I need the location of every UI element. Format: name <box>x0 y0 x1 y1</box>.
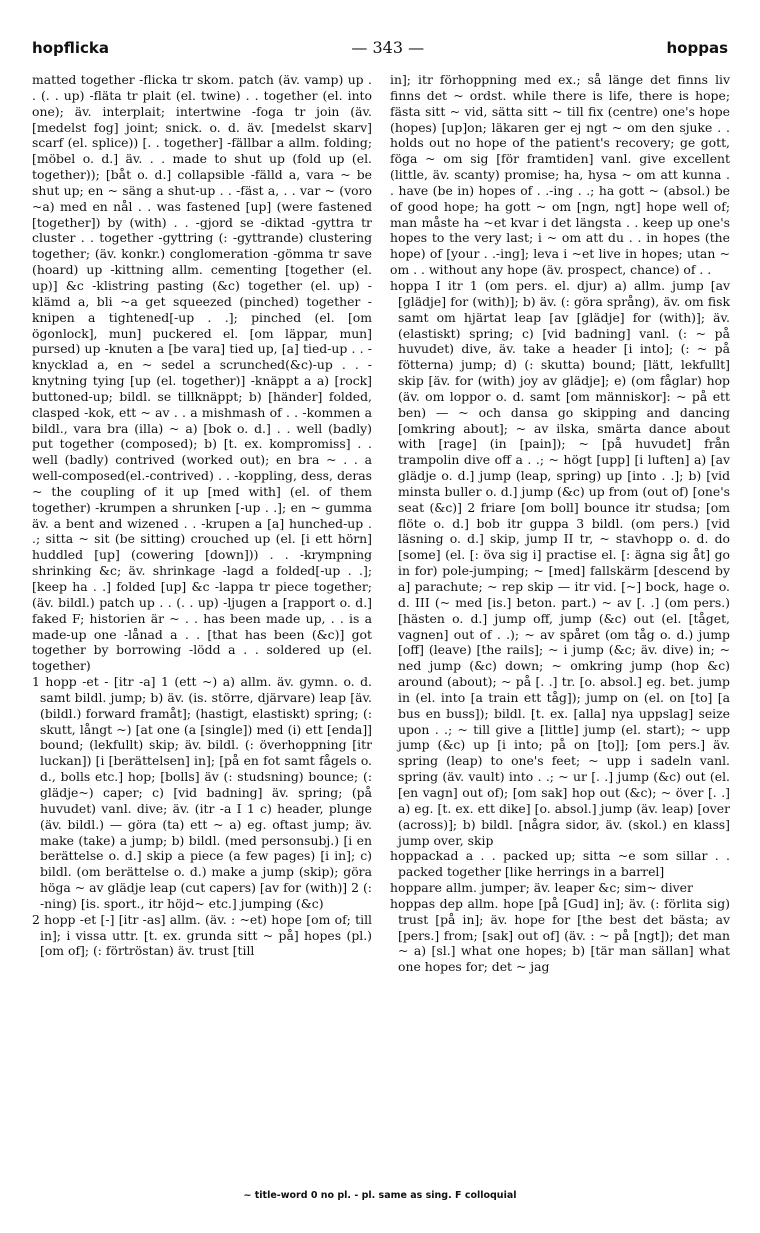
entry-text: matted together -flicka tr skom. patch (äv. vamp) up . . (. . up) -fläta tr plait (el. twine) . . together (el. into one); äv. interplait; intertwine -foga tr join (äv. [medelst fog] joint; snick. o. d. äv. [medelst skarv] scarf (el. splice)) [. . together] -fällbar a allm. folding; [möbel o. d.] äv. . . made to shut up (fold up (el. together)); [båt o. d.] collapsible -fälld a, vara ~ be shut up; en ~ säng a shut-up . . -fäst a, . . var ~ (voro ~a) med en nål . . was fastened [up] (were fastened [together]) by (with) . . -gjord se -diktad -gyttra tr cluster . . together -gyttring (: -gyttrande) clustering together; (äv. konkr.) conglomeration -gömma tr save (hoard) up -kittning allm. cementing [together (el. up)] &c -klistring pasting (&c) together (el. up) -klämd a, bli ~a get squeezed (pinched) together -knipen a tightened[-up . .]; pinched (el. [om ögonlock], mun] puckered el. [om läppar, mun] pursed) up -knuten a [be vara] tied up, [a] tied-up . . -knycklad a, en ~ sedel a scrunched(&c)-up . . -knytning tying [up (el. together)] -knäppt a a) [rock] buttoned-up; bildl. se tillknäppt; b) [händer] folded, clasped -kok, ett ~ av . . a mishmash of . . -kommen a bildl., vara bra (illa) ~ a) [bok o. d.] . . well (badly) put together (composed); b) [t. ex. kompromiss] . . well (badly) contrived (worked out); en bra ~ . . a well-composed(el.-contrived) . . -koppling, dess, deras ~ the coupling of it up [med with] (el. of them together) -krumpen a shrunken [-up . .]; en ~ gumma äv. a bent and wizened . . -krupen a [a] hunched-up . .; sitta ~ sit (be sitting) crouched up (el. [i ett hörn] huddled [up] (cowering [down])) . . -krympning shrinking &c; äv. shrinkage -lagd a folded[-up . .]; [keep ha . .] folded [up] &c -lappa tr piece together; (äv. bildl.) patch up . . (. . up) -ljugen a [rapport o. d.] faked F; historien är ~ . . has been made up, . . is a made-up one -lånad a . . [that has been (&c)] got together by borrowing -lödd a . . soldered up (el. together) <box>32 72 372 674</box>
abbreviation-legend: ~ title-word 0 no pl. - pl. same as sing. F colloquial <box>243 1190 517 1201</box>
entry-text: 2 hopp -et [-] [itr -as] allm. (äv. : ~et) hope [om of; till in]; i vissa uttr. [t. ex. grunda sitt ~ på] hopes (pl.) [om of]; (: förtröstan) äv. trust [till <box>32 911 372 959</box>
entry-text: hoppackad a . . packed up; sitta ~e som sillar . . packed together [like herrings in a barrel] <box>390 848 730 880</box>
right-column <box>390 72 730 1177</box>
entry-text: in]; itr förhoppning med ex.; så länge det finns liv finns det ~ ordst. while there is life, there is hope; fästa sitt ~ vid, sätta sitt ~ till fix (centre) one's hope (hopes) [up]on; läkaren ger ej ngt ~ om den sjuke . . holds out no hope of the patient's recovery; ge gott, föga ~ om sig [för framtiden] vanl. give excellent (little, äv. scanty) promise; ha, hysa ~ om att kunna . . have (be in) hopes of . .-ing . .; ha gott ~ (absol.) be of good hope; ha gott ~ om [ngn, ngt] hope well of; man måste ha ~et kvar i det längsta . . keep up one's hopes to the very last; i ~ om att du . . in hopes (the hope) of [your . .-ing]; leva i ~et live in hopes; utan ~ om . . without any hope (äv. prospect, chance) of . . <box>390 72 730 278</box>
left-column <box>32 72 372 1177</box>
header-right-guide-word: hoppas <box>666 39 728 57</box>
dictionary-columns <box>32 72 730 1177</box>
entry-text: 1 hopp -et - [itr -a] 1 (ett ~) a) allm. äv. gymn. o. d. samt bildl. jump; b) äv. (is. större, djärvare) leap [äv. (bildl.) forward framåt]; (hastigt, elastiskt) spring; (: skutt, långt ~) [at one (a [single]) med (i) ett [enda]] bound; (lekfullt) skip; äv. bildl. (: överhoppning [itr luckan]) [i [berättelsen] in]; [på en fot samt fågels o. d., bolls etc.] hop; [bolls] äv (: studsning) bounce; (: glädje~) caper; c) [vid badning] äv. spring; (på huvudet) vanl. dive; äv. (itr -a I 1 c) header, plunge (äv. bildl.) — göra (ta) ett ~ a) eg. oftast jump; äv. make (take) a jump; b) bildl. (med personsubj.) [i en berättelse o. d.] skip a piece (a few pages) [i in]; c) bildl. (om berättelse o. d.) make a jump (skip); göra höga ~ av glädje leap (cut capers) [av for (with)] 2 (: -ning) [is. sport., itr höjd~ etc.] jumping (&c) <box>32 674 372 911</box>
entry-text: hoppas dep allm. hope [på [Gud] in]; äv. (: förlita sig) trust [på in]; äv. hope for [the best det bästa; av [pers.] from; [sak] out of] (äv. : ~ på [ngt]); det man ~ a) [sl.] what one hopes; b) [tär man sällan] what one hopes for; det ~ jag <box>390 895 730 975</box>
entry-text: hoppa I itr 1 (om pers. el. djur) a) allm. jump [av [glädje] for (with)]; b) äv. (: göra språng), äv. om fisk samt om hjärtat leap [av [glädje] for (with)]; äv. (elastiskt) spring; c) [vid badning] vanl. (: ~ på huvudet) dive, äv. take a header [i into]; (: ~ på fötterna) jump; d) (: skutta) bound; [lätt, lekfullt] skip [äv. for (with) joy av glädje]; e) (om fåglar) hop (äv. om loppor o. d. samt [om människor]: ~ på ett ben) — ~ och dansa go skipping and dancing [omkring about]; ~ av ilska, smärta dance about with [rage] (in [pain]); ~ [på huvudet] från trampolin dive off a . .; ~ högt [upp] [i luften] a) [av glädje o. d.] jump (leap, spring) up [into . .]; b) [vid minsta buller o. d.] jump (&c) up from (out of) [one's seat (&c)] 2 friare [om boll] bounce itr studsa; [om flöte o. d.] bob itr guppa 3 bildl. (om pers.) [vid läsning o. d.] skip, jump II tr, ~ stavhopp o. d. do [some] (el. [: öva sig i] practise el. [: ägna sig åt] go in for) pole-jumping; ~ [med] fallskärm [descend by a] parachute; ~ rep skip — itr vid. [~] bock, hage o. d. III (~ med [is.] beton. part.) ~ av [. .] (om pers.) [hästen o. d.] jump off, jump (&c) out (el. [tåget, vagnen] out of . .); ~ av spåret (om tåg o. d.) jump [off] (leave) [the rails]; ~ i jump (&c; äv. dive) in; ~ ned jump (&c) down; ~ omkring jump (hop &c) around (about); ~ på [. .] tr. [o. absol.] eg. bet. jump in (el. into [a train ett tåg]); jump on (el. on [to] [a bus en buss]); bildl. [t. ex. [alla] nya uppslag] seize upon . .; ~ till give a [little] jump (el. start); ~ upp jump (&c) up [i into; på on [to]]; [om pers.] äv. spring (leap) to one's feet; ~ upp i sadeln vanl. spring (äv. vault) into . .; ~ ur [. .] jump (&c) out (el. [en vagn] out of); [om sak] hop out (&c); ~ över [. .] a) eg. [t. ex. ett dike] [o. absol.] jump (äv. leap) [over (across)]; b) bildl. [några sidor, äv. (skol.) en klass] jump over, skip <box>390 277 730 848</box>
header-left-guide-word: hopflicka <box>32 39 109 57</box>
entry-text: hoppare allm. jumper; äv. leaper &c; sim~ diver <box>390 880 693 896</box>
page-number: — 343 — <box>351 38 425 57</box>
page-header <box>32 38 728 62</box>
